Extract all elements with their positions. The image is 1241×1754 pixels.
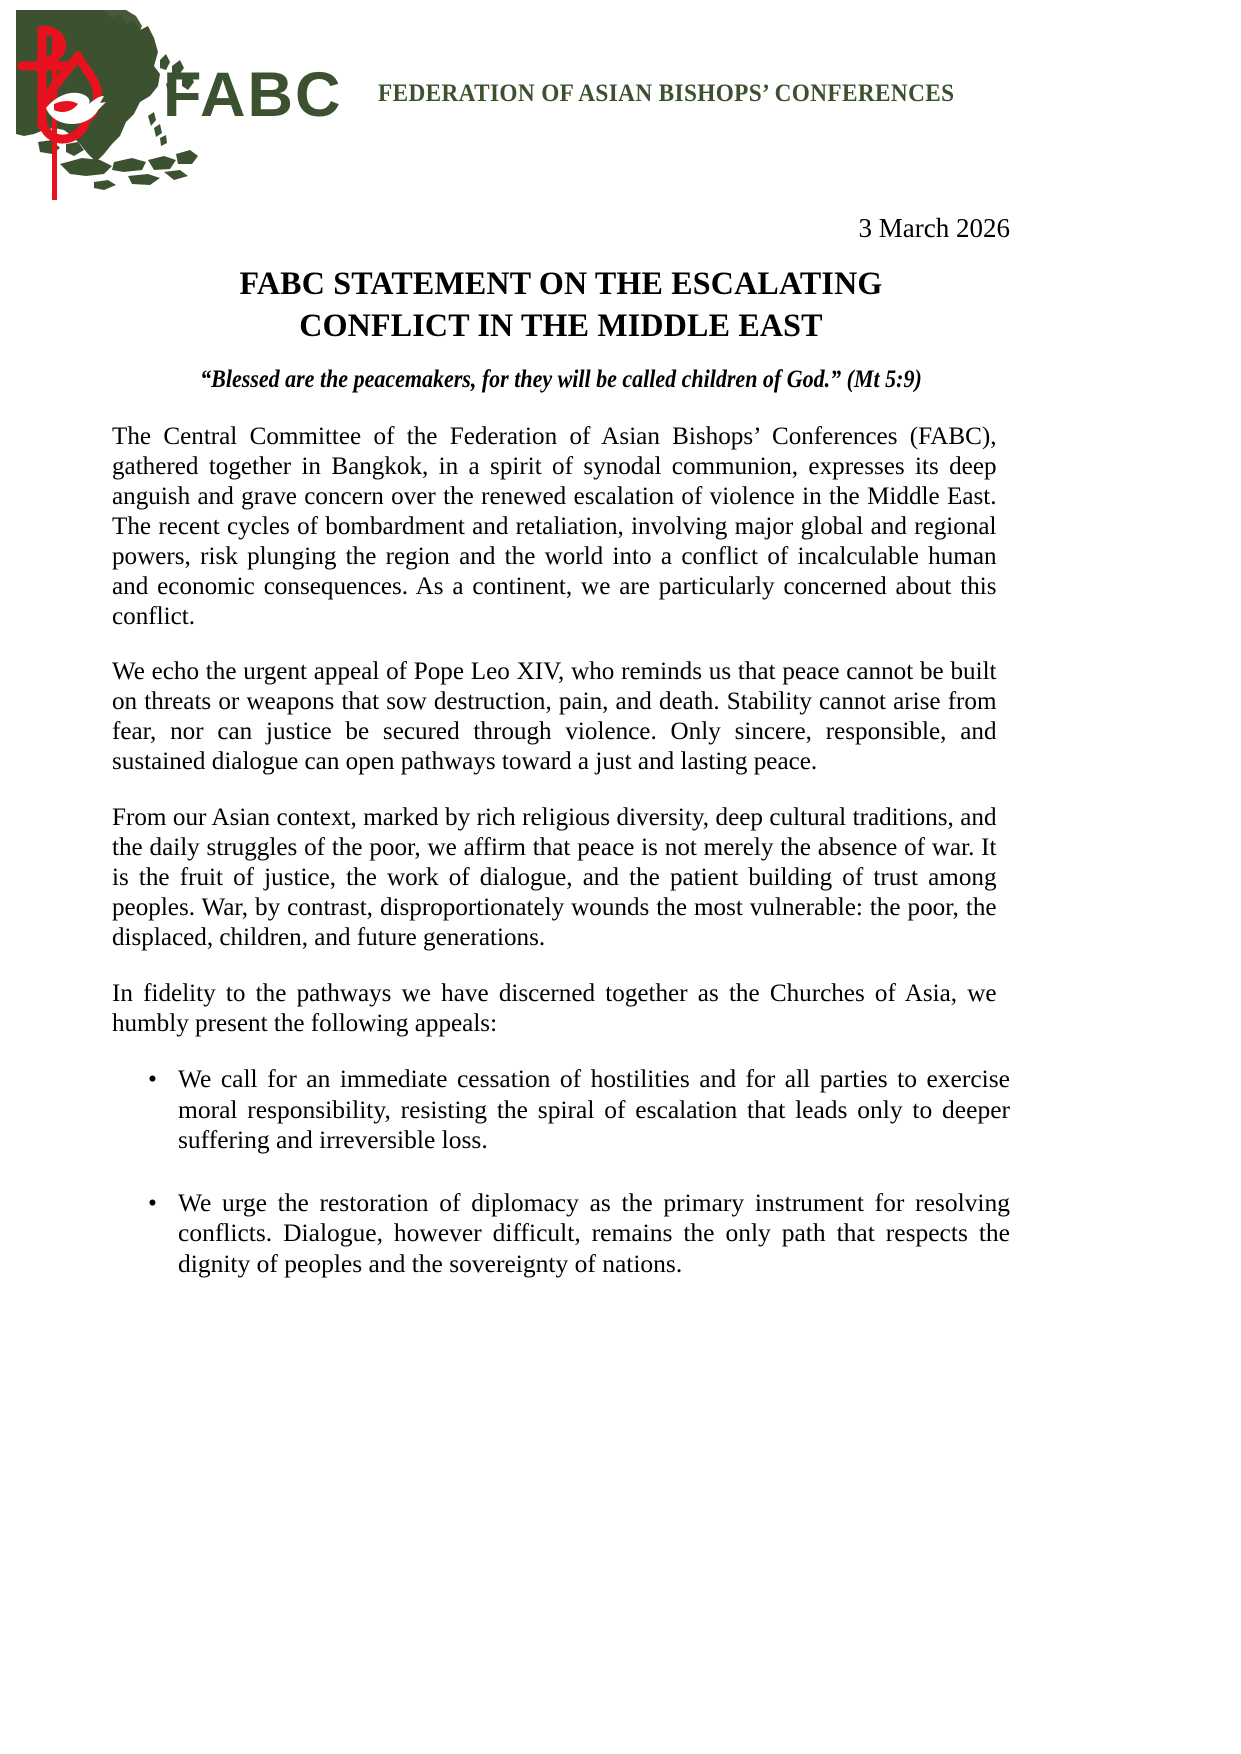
paragraph-2: We echo the urgent appeal of Pope Leo XIV, who reminds us that peace cannot be built on threats or weapons that sow destruction, pain, and death. Stability cannot arise from fear, nor can justice be secured through violence. Only sincere, responsible, and sustained dialogue can open pathways toward a just and lasting peace. (112, 656, 997, 776)
paragraph-4: In fidelity to the pathways we have discerned together as the Churches of Asia, we humbly present the following appeals: (112, 978, 997, 1037)
list-item (112, 1188, 1010, 1280)
bullet-icon: • (148, 1187, 157, 1217)
document-date: 3 March 2026 (858, 213, 1010, 243)
list-item (112, 1064, 1010, 1156)
document-title-line-2: CONFLICT IN THE MIDDLE EAST (299, 307, 823, 344)
scripture-epigraph: “Blessed are the peacemakers, for they will be called children of God.” (Mt 5:9) (200, 365, 922, 393)
list-item-text: We call for an immediate cessation of hostilities and for all parties to exercise moral responsibility, resisting the spiral of escalation that leads only to deeper suffering and irreversible loss. (178, 1063, 1010, 1155)
letterhead-title: FEDERATION OF ASIAN BISHOPS’ CONFERENCES (378, 80, 955, 107)
document-title (125, 264, 996, 347)
paragraph-1: The Central Committee of the Federation of Asian Bishops’ Conferences (FABC), gathered together in Bangkok, in a spirit of synodal communion, expresses its deep anguish and grave concern over the renewed escalation of violence in the Middle East. The recent cycles of bombardment and retaliation, involving major global and regional powers, risk plunging the region and the world into a conflict of incalculable human and economic consequences. As a continent, we are particularly concerned about this conflict. (112, 420, 997, 630)
list-item-text: We urge the restoration of diplomacy as the primary instrument for resolving conflicts. Dialogue, however difficult, remains the only path that respects the dignity of peoples and the sovereignty of nations. (178, 1187, 1010, 1278)
paragraph-3: From our Asian context, marked by rich religious diversity, deep cultural traditions, and the daily struggles of the poor, we affirm that peace is not merely the absence of war. It is the fruit of justice, the work of dialogue, and the patient building of trust among peoples. War, by contrast, disproportionately wounds the most vulnerable: the poor, the displaced, children, and future generations. (112, 802, 997, 952)
document-title-line-1: FABC STATEMENT ON THE ESCALATING (239, 266, 883, 303)
letterhead (0, 0, 1241, 210)
bullet-icon: • (148, 1063, 157, 1093)
fabc-wordmark: FABC (163, 60, 343, 130)
appeals-list (112, 1064, 1010, 1280)
document-body (112, 212, 1010, 1280)
